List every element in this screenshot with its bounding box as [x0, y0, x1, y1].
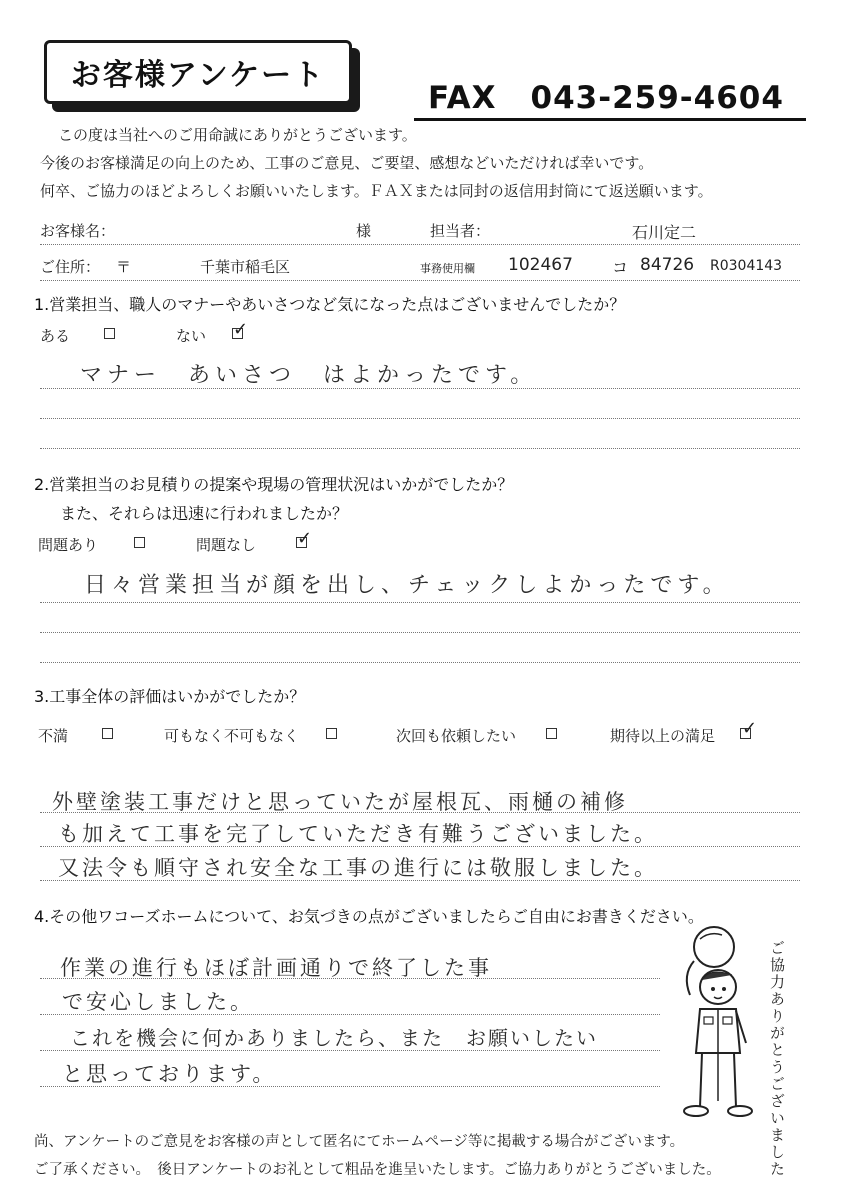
office-code-2-prefix: コ: [612, 258, 629, 277]
staff-label: 担当者：: [430, 222, 491, 240]
side-thanks-message: ご協力ありがとうございました: [768, 940, 786, 1178]
q2-rule-3: [40, 662, 800, 663]
customer-name-rule: [40, 244, 800, 245]
intro-line-1: この度は当社へのご用命誠にありがとうございます。: [58, 126, 417, 144]
title-box: [44, 40, 352, 104]
q3-option-exceeded: 期待以上の満足: [610, 727, 716, 745]
postal-mark: 〒: [116, 258, 132, 276]
q3-question: 3.工事全体の評価はいかがでしたか？: [34, 687, 306, 706]
q2-option-no-problem: 問題なし: [196, 536, 257, 554]
address-label: ご住所：: [40, 258, 101, 276]
office-use-label: 事務使用欄: [420, 262, 475, 275]
q3-rule-3: [40, 880, 800, 881]
staff-name: 石川定二: [632, 223, 697, 242]
q1-question: 1.営業担当、職人のマナーやあいさつなど気になった点はございませんでしたか？: [34, 295, 626, 314]
q4-rule-3: [40, 1050, 660, 1051]
q3-neutral-checkbox[interactable]: [326, 728, 337, 739]
q2-rule-2: [40, 632, 800, 633]
honorific: 様: [356, 222, 372, 240]
q4-answer-line-4: と思っております。: [62, 1062, 277, 1086]
q3-request-again-checkbox[interactable]: [546, 728, 557, 739]
office-code-3: R0304143: [710, 258, 783, 274]
q3-answer-line-3: 又法令も順守され安全な工事の進行には敬服しました。: [58, 856, 658, 880]
office-code-1: 102467: [508, 255, 573, 275]
q1-rule-1: [40, 388, 800, 389]
q2-option-problem: 問題あり: [38, 536, 99, 554]
intro-line-2: 今後のお客様満足の向上のため、工事のご意見、ご要望、感想などいただければ幸いです。: [40, 154, 654, 172]
fax-line: [428, 80, 784, 116]
customer-name-label: お客様名：: [40, 222, 116, 240]
q2-rule-1: [40, 602, 800, 603]
q3-answer-line-1: 外壁塗装工事だけと思っていたが屋根瓦、雨樋の補修: [52, 790, 628, 814]
address-rule: [40, 280, 800, 281]
fax-label: FAX: [428, 80, 497, 116]
q4-rule-4: [40, 1086, 660, 1087]
q4-rule-2: [40, 1014, 660, 1015]
q2-problem-checkbox[interactable]: [134, 537, 145, 548]
q4-rule-1: [40, 978, 660, 979]
q2-answer: 日々営業担当が顔を出し、チェックしよかったです。: [84, 573, 730, 598]
page-title: お客様アンケート: [70, 58, 326, 93]
q4-answer-line-1: 作業の進行もほぼ計画通りで終了した事: [60, 956, 492, 980]
q2-question-line-1: 2.営業担当のお見積りの提案や現場の管理状況はいかがでしたか？: [34, 475, 514, 494]
q3-option-neutral: 可もなく不可もなく: [164, 727, 300, 745]
q1-yes-checkbox[interactable]: [104, 328, 115, 339]
q1-rule-3: [40, 448, 800, 449]
q2-question-line-2: また、それらは迅速に行われましたか？: [60, 504, 349, 523]
q3-rule-2: [40, 846, 800, 847]
worker-character-icon: [660, 925, 770, 1125]
office-code-2: 84726: [640, 255, 695, 275]
q4-question: 4.その他ワコーズホームについて、お気づきの点がございましたらご自由にお書きください。: [34, 907, 704, 926]
q3-checkmark-icon: ✓: [742, 718, 758, 739]
q1-answer: マナー あいさつ はよかったです。: [80, 363, 538, 388]
q4-answer-line-2: で安心しました。: [62, 990, 254, 1014]
q1-option-yes: ある: [40, 327, 71, 345]
fax-underline: [414, 118, 806, 121]
q3-dissatisfied-checkbox[interactable]: [102, 728, 113, 739]
q2-checkmark-icon: ✓: [297, 528, 313, 549]
intro-line-3: 何卒、ご協力のほどよろしくお願いいたします。ＦＡＸまたは同封の返信用封筒にて返送願います。: [40, 182, 713, 200]
q3-rule-1: [40, 812, 800, 813]
address-value: 千葉市稲毛区: [200, 258, 291, 276]
q3-option-dissatisfied: 不満: [38, 727, 69, 745]
footer-line-2: ご了承ください。 後日アンケートのお礼として粗品を進呈いたします。ご協力ありがとうございました。: [34, 1162, 721, 1178]
q1-rule-2: [40, 418, 800, 419]
q3-option-request-again: 次回も依頼したい: [396, 727, 517, 745]
fax-number: 043-259-4604: [530, 80, 784, 116]
footer-line-1: 尚、アンケートのご意見をお客様の声として匿名にてホームページ等に掲載する場合がございます。: [34, 1134, 685, 1150]
q4-answer-line-3: これを機会に何かありましたら、また お願いしたい: [70, 1026, 598, 1050]
q1-option-no: ない: [176, 327, 207, 345]
q1-checkmark-icon: ✓: [233, 319, 249, 340]
q3-answer-line-2: も加えて工事を完了していただき有難うございました。: [58, 822, 658, 846]
